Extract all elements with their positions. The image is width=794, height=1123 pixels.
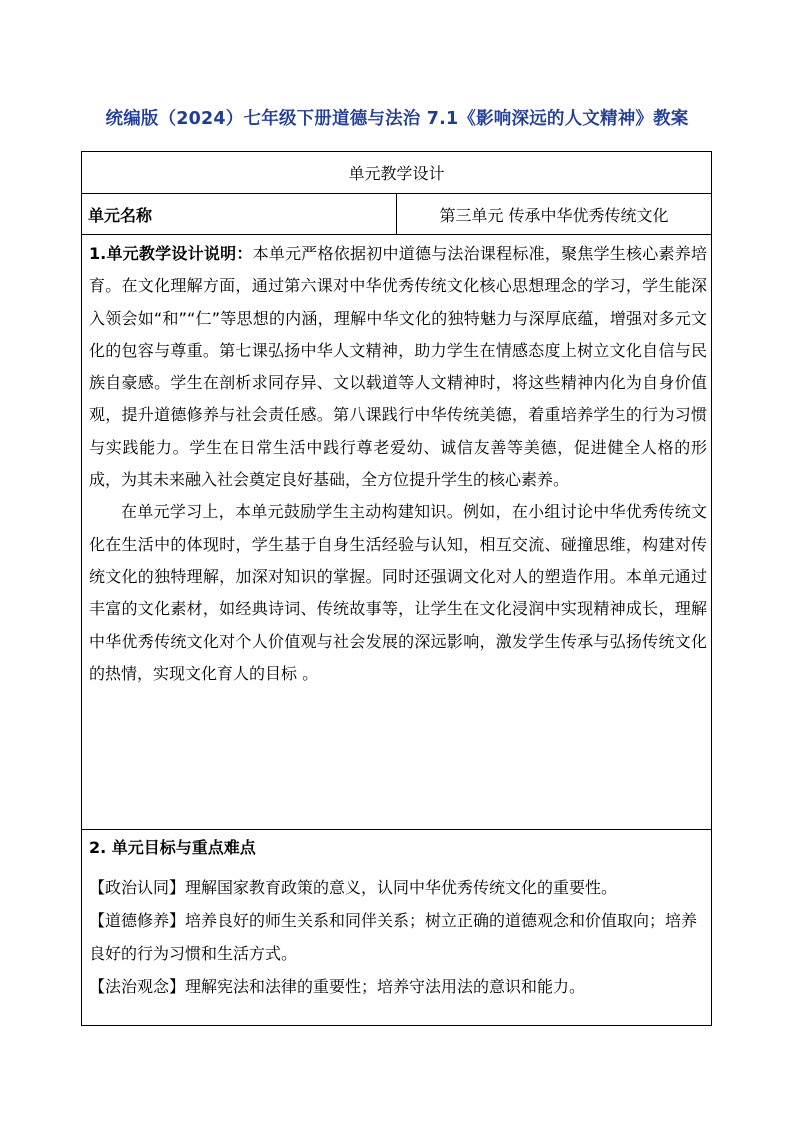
design-description-cell — [82, 235, 712, 830]
description-heading: 1.单元教学设计说明： — [89, 244, 253, 263]
unit-design-table — [81, 151, 712, 1026]
description-text-1: 本单元严格依据初中道德与法治课程标准，聚焦学生核心素养培育。在文化理解方面，通过第六课对中华优秀传统文化核心思想理念的学习，学生能深入领会如“和”“仁”等思想的内涵，理解中华文化的独特魅力与深厚底蕴，增强对多元文化的包容与尊重。第七课弘扬中华人文精神，助力学生在情感态度上树立文化自信与民族自豪感。学生在剖析求同存异、文以载道等人文精神时，将这些精神内化为自身价值观，提升道德修养与社会责任感。第八课践行中华传统美德，着重培养学生的行为习惯与实践能力。学生在日常生活中践行尊老爱幼、诚信友善等美德，促进健全人格的形成，为其未来融入社会奠定良好基础，全方位提升学生的核心素养。 — [89, 244, 707, 490]
goal-moral: 【道德修养】培养良好的师生关系和同伴关系；树立正确的道德观念和价值取向；培养良好的行为习惯和生活方式。 — [89, 911, 698, 963]
goals-heading: 2. 单元目标与重点难点 — [89, 838, 256, 857]
description-paragraph-2: 在单元学习上，本单元鼓励学生主动构建知识。例如，在小组讨论中华优秀传统文化在生活中的体现时，学生基于自身生活经验与认知，相互交流、碰撞思维，构建对传统文化的独特理解，加深对知识的掌握。同时还强调文化对人的塑造作用。本单元通过丰富的文化素材，如经典诗词、传统故事等，让学生在文化浸润中实现精神成长，理解中华优秀传统文化对个人价值观与社会发展的深远影响，激发学生传承与弘扬传统文化的热情，实现文化育人的目标 。 — [89, 502, 707, 683]
table-header: 单元教学设计 — [82, 152, 712, 194]
goals-cell — [82, 830, 712, 1026]
goal-legal: 【法治观念】理解宪法和法律的重要性；培养守法用法的意识和能力。 — [89, 977, 586, 996]
document-title: 统编版（2024）七年级下册道德与法治 7.1《影响深远的人文精神》教案 — [105, 109, 689, 129]
goal-political: 【政治认同】理解国家教育政策的意义，认同中华优秀传统文化的重要性。 — [89, 878, 618, 897]
unit-name-label: 单元名称 — [82, 194, 397, 235]
description-paragraph-1 — [82, 238, 711, 496]
unit-name-value: 第三单元 传承中华优秀传统文化 — [397, 194, 712, 235]
